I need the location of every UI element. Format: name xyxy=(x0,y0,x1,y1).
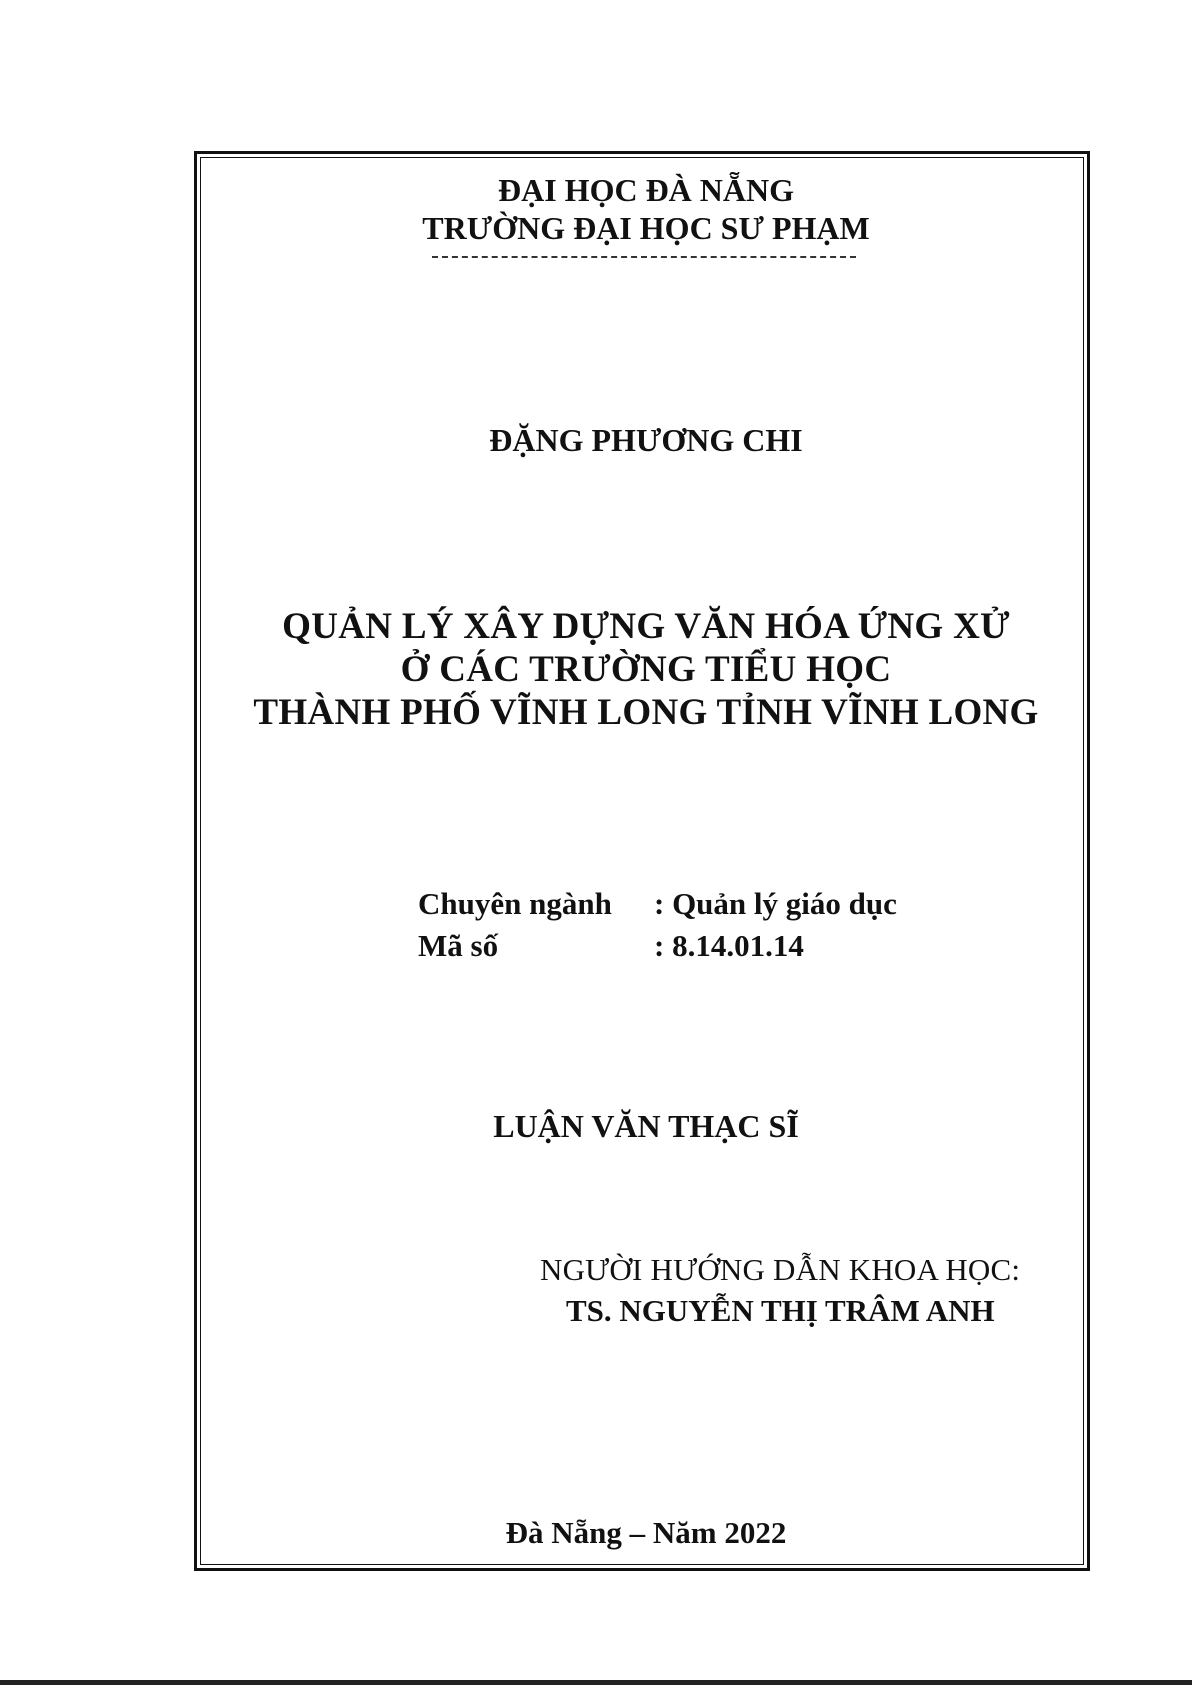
place-year: Đà Nẵng – Năm 2022 xyxy=(505,1515,787,1550)
major-row xyxy=(418,883,897,925)
major-value: : Quản lý giáo dục xyxy=(654,886,897,921)
page-border-inner xyxy=(200,157,1084,1565)
header-divider xyxy=(432,256,856,258)
thesis-meta xyxy=(418,883,897,967)
code-row xyxy=(418,925,897,967)
thesis-title-line-1: QUẢN LÝ XÂY DỰNG VĂN HÓA ỨNG XỬ xyxy=(282,606,1010,647)
university-name: ĐẠI HỌC ĐÀ NẴNG xyxy=(498,172,794,208)
advisor-name: TS. NGUYỄN THỊ TRÂM ANH xyxy=(566,1293,995,1328)
school-name: TRƯỜNG ĐẠI HỌC SƯ PHẠM xyxy=(422,210,870,246)
code-value: : 8.14.01.14 xyxy=(654,928,804,963)
advisor-label: NGƯỜI HƯỚNG DẪN KHOA HỌC: xyxy=(540,1252,1021,1287)
thesis-title xyxy=(50,605,1192,734)
major-label: Chuyên ngành xyxy=(418,886,612,921)
scan-edge xyxy=(0,1680,1192,1685)
thesis-title-line-3: THÀNH PHỐ VĨNH LONG TỈNH VĨNH LONG xyxy=(253,692,1039,733)
code-label: Mã số xyxy=(418,928,499,963)
thesis-title-line-2: Ở CÁC TRƯỜNG TIỂU HỌC xyxy=(400,649,892,690)
thesis-type: LUẬN VĂN THẠC SĨ xyxy=(493,1108,799,1144)
author-name: ĐẶNG PHƯƠNG CHI xyxy=(489,422,803,458)
